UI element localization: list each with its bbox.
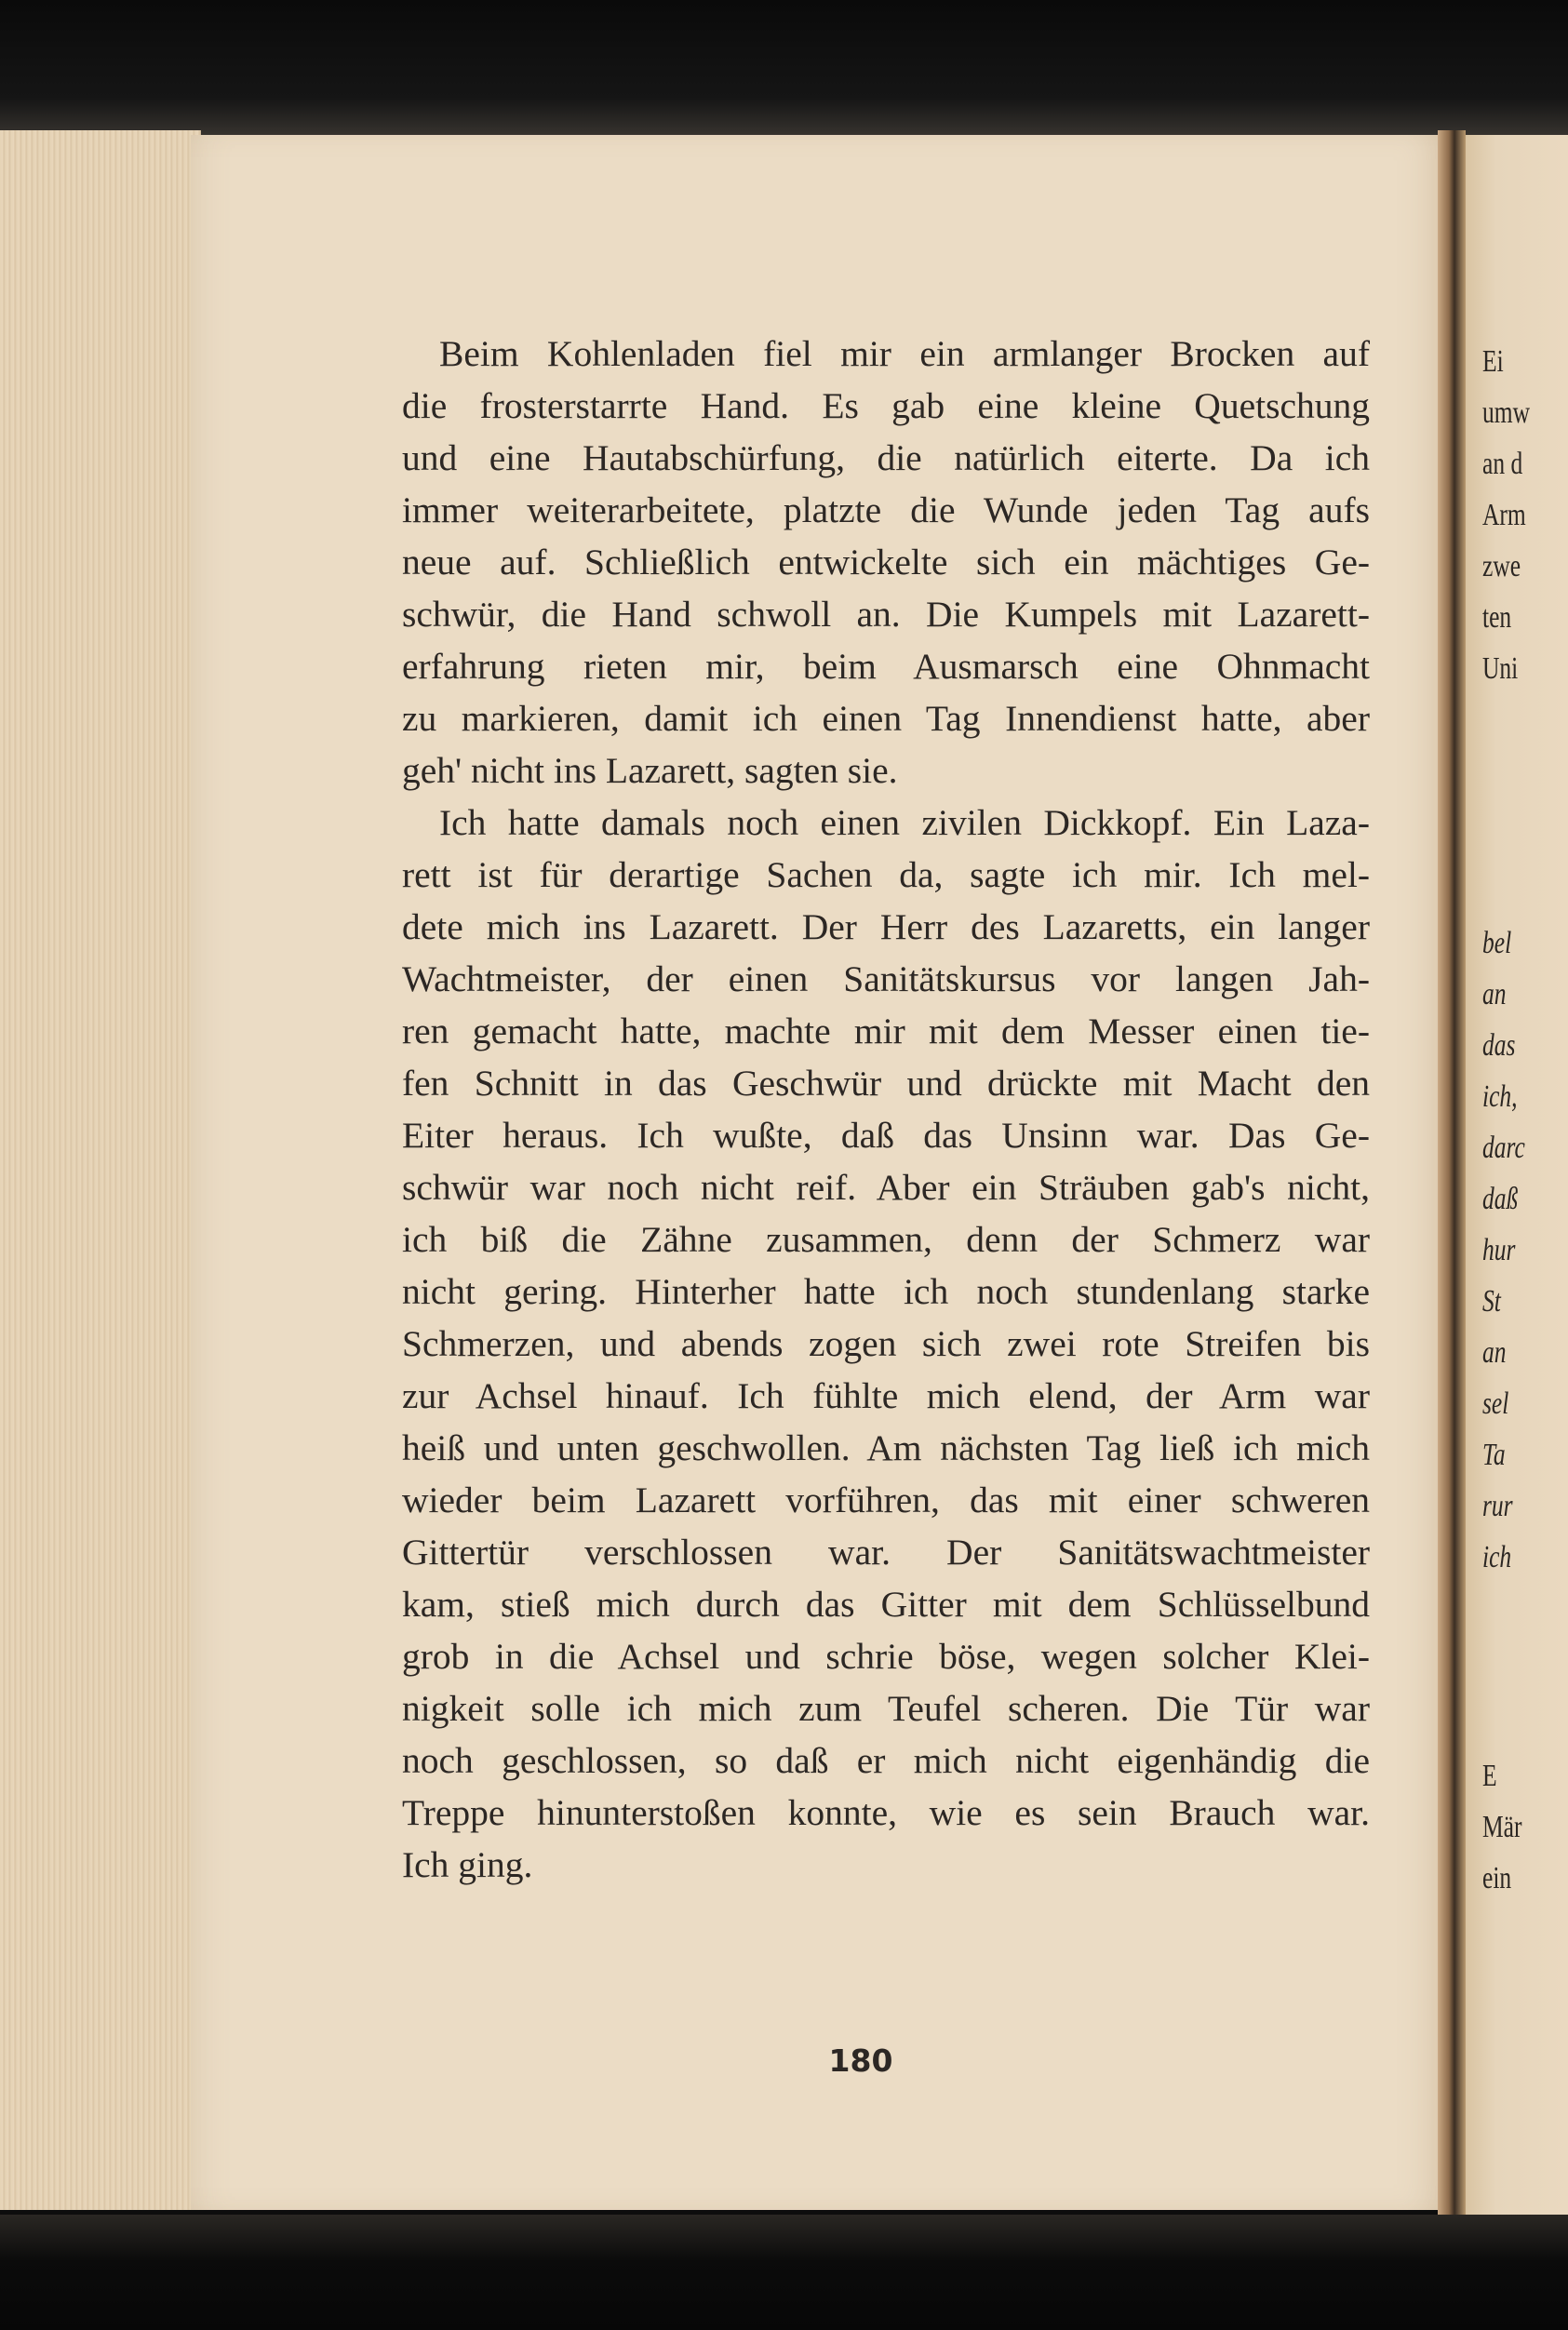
text-line: zu markieren, damit ich einen Tag Innendienst hatte, aber — [402, 698, 1370, 739]
text-line: ich biß die Zähne zusammen, denn der Schmerz war — [402, 1219, 1370, 1260]
next-page-text: daß — [1482, 1182, 1519, 1216]
next-page-fragment — [1466, 135, 1568, 2215]
text-line: und eine Hautabschürfung, die natürlich eiterte. Da ich — [402, 437, 1370, 478]
text-line: Schmerzen, und abends zogen sich zwei rote Streifen bis — [402, 1323, 1370, 1364]
text-line: schwür, die Hand schwoll an. Die Kumpels mit Lazarett- — [402, 594, 1370, 635]
scan-background-top — [0, 0, 1568, 140]
next-page-text: ich, — [1482, 1079, 1518, 1114]
text-line: noch geschlossen, so daß er mich nicht eigenhändig die — [402, 1740, 1370, 1781]
stacked-page-edges — [0, 130, 201, 2210]
next-page-text: rur — [1482, 1489, 1513, 1523]
next-page-text: Ta — [1482, 1438, 1506, 1472]
text-line: nigkeit solle ich mich zum Teufel scheren. Die Tür war — [402, 1688, 1370, 1729]
next-page-text: darc — [1482, 1131, 1525, 1165]
text-line: immer weiterarbeitete, platzte die Wunde jeden Tag aufs — [402, 489, 1370, 530]
text-line: dete mich ins Lazarett. Der Herr des Lazaretts, ein langer — [402, 906, 1370, 947]
text-line: grob in die Achsel und schrie böse, wegen solcher Klei- — [402, 1636, 1370, 1677]
next-page-text: an d — [1482, 447, 1523, 481]
next-page-text: Ei — [1482, 344, 1504, 379]
text-line: die frosterstarrte Hand. Es gab eine kleine Quetschung — [402, 385, 1370, 426]
text-line: Ich hatte damals noch einen zivilen Dickkopf. Ein Laza- — [439, 802, 1370, 843]
next-page-text: ich — [1482, 1540, 1512, 1574]
text-line: Eiter heraus. Ich wußte, daß das Unsinn war. Das Ge- — [402, 1115, 1370, 1156]
text-line: Gittertür verschlossen war. Der Sanitätswachtmeister — [402, 1532, 1370, 1573]
text-line: zur Achsel hinauf. Ich fühlte mich elend, der Arm war — [402, 1375, 1370, 1416]
text-line: Treppe hinunterstoßen konnte, wie es sein Brauch war. — [402, 1792, 1370, 1833]
next-page-text: E — [1482, 1759, 1497, 1793]
next-page-text: bel — [1482, 926, 1512, 960]
text-line: neue auf. Schließlich entwickelte sich ein mächtiges Ge- — [402, 542, 1370, 582]
scan-background-bottom — [0, 2215, 1568, 2330]
next-page-text: umw — [1482, 395, 1530, 430]
text-line: Wachtmeister, der einen Sanitätskursus vor langen Jah- — [402, 958, 1370, 999]
next-page-text: das — [1482, 1028, 1516, 1063]
text-line: heiß und unten geschwollen. Am nächsten Tag ließ ich mich — [402, 1427, 1370, 1468]
next-page-text: ten — [1482, 600, 1512, 635]
book-page — [191, 135, 1447, 2210]
text-line: schwür war noch nicht reif. Aber ein Sträuben gab's nicht, — [402, 1167, 1370, 1208]
text-line: Beim Kohlenladen fiel mir ein armlanger Brocken auf — [439, 333, 1370, 374]
next-page-text: hur — [1482, 1233, 1516, 1267]
next-page-text: ein — [1482, 1861, 1512, 1895]
next-page-text: sel — [1482, 1386, 1509, 1421]
next-page-text: an — [1482, 977, 1507, 1011]
text-line: erfahrung rieten mir, beim Ausmarsch eine Ohnmacht — [402, 646, 1370, 687]
next-page-text: Mär — [1482, 1810, 1522, 1844]
text-line: geh' nicht ins Lazarett, sagten sie. — [402, 750, 898, 791]
next-page-text: Uni — [1482, 651, 1519, 686]
next-page-text: zwe — [1482, 549, 1521, 583]
text-line: fen Schnitt in das Geschwür und drückte mit Macht den — [402, 1063, 1370, 1104]
page-number: 180 — [828, 2042, 893, 2079]
text-line: Ich ging. — [402, 1844, 533, 1885]
text-line: kam, stieß mich durch das Gitter mit dem Schlüsselbund — [402, 1584, 1370, 1625]
text-line: rett ist für derartige Sachen da, sagte ich mir. Ich mel- — [402, 854, 1370, 895]
next-page-text: St — [1482, 1284, 1501, 1319]
text-line: nicht gering. Hinterher hatte ich noch stundenlang starke — [402, 1271, 1370, 1312]
body-text — [402, 328, 1370, 1891]
book-gutter — [1438, 130, 1466, 2215]
text-line: wieder beim Lazarett vorführen, das mit einer schweren — [402, 1480, 1370, 1520]
next-page-text: Arm — [1482, 498, 1526, 532]
next-page-text: an — [1482, 1335, 1507, 1370]
text-line: ren gemacht hatte, machte mir mit dem Messer einen tie- — [402, 1011, 1370, 1051]
